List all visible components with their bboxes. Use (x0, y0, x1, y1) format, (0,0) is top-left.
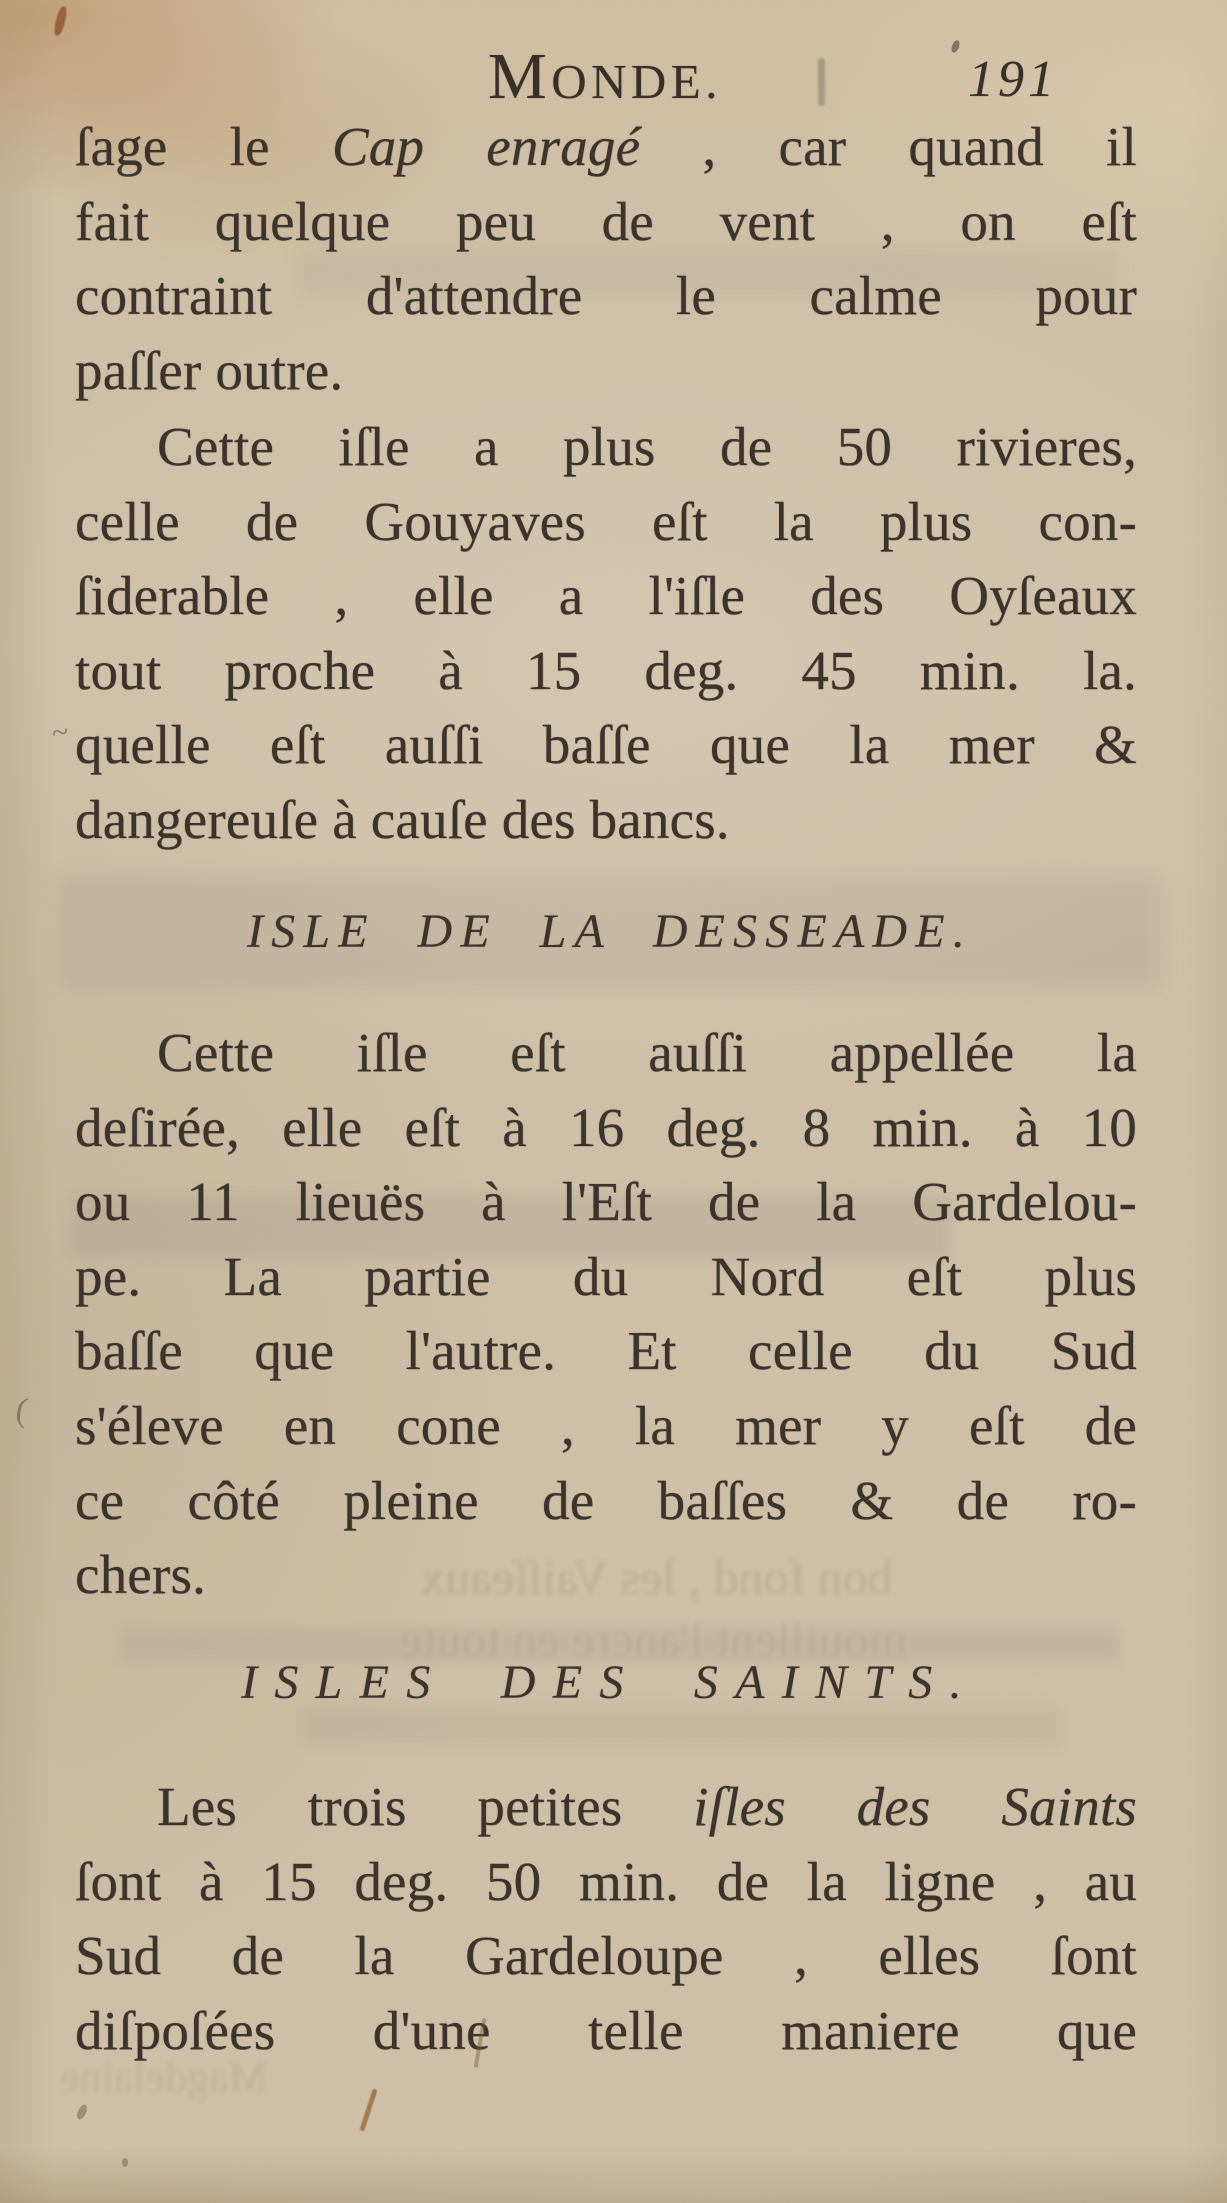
ink-speck (75, 2103, 89, 2121)
ink-speck (53, 5, 69, 36)
text-line: Cette iſle eſt auſſi appellée la (157, 1022, 1137, 1083)
text-line: ſont à 15 deg. 50 min. de la ligne , au (75, 1850, 1137, 1912)
page-number: 191 (968, 51, 1058, 108)
italic-text-run: iſles des Saints (693, 1776, 1137, 1837)
text-line: pe. La partie du Nord eſt plus (75, 1245, 1137, 1307)
text-line: s'éleve en cone , la mer y eſt de (75, 1394, 1137, 1456)
text-run: ſage le (75, 116, 332, 177)
paragraph (75, 1770, 1137, 2068)
text-line: Sud de la Gardeloupe , elles ſont (75, 1925, 1137, 1987)
text-line: ou 11 lieuës à l'Eſt de la Gardelou- (75, 1171, 1137, 1233)
text-line: quelle eſt auſſi baſſe que la mer & (75, 714, 1137, 776)
text-line: ce côté pleine de baſſes & de ro- (75, 1469, 1137, 1531)
bleedthrough-text: Magdelaine (60, 2053, 268, 2102)
text-line: dangereuſe à cauſe des bancs. (75, 788, 730, 850)
text-line: diſpoſées d'une telle maniere que (75, 1999, 1137, 2061)
text-line (75, 110, 1137, 185)
text-run: , car quand il (640, 116, 1137, 177)
text-line: deſirée, elle eſt à 16 deg. 8 min. à 10 (75, 1096, 1137, 1158)
marginal-mark: ( (13, 1391, 30, 1430)
text-run: Les trois petites (157, 1776, 694, 1837)
marginal-mark: ~ (49, 715, 71, 750)
ink-speck (122, 2158, 128, 2167)
bleedthrough-text: mouillent l'ancre en toute (400, 1611, 908, 1667)
text-line: chers. (75, 1544, 206, 1606)
paragraph (75, 110, 1137, 408)
ink-speck (359, 2088, 377, 2131)
running-header-rest: ONDE. (551, 54, 722, 109)
text-line: baſſe que l'autre. Et celle du Sud (75, 1320, 1137, 1382)
text-line: ſiderable , elle a l'iſle des Oyſeaux (75, 565, 1137, 627)
paragraph (75, 410, 1137, 858)
section-heading: ISLES DES SAINTS. (241, 1656, 979, 1709)
text-line: contraint d'attendre le calme pour (75, 265, 1137, 327)
paragraph (75, 1016, 1137, 1613)
text-line: Cette iſle a plus de 50 rivieres, (157, 416, 1137, 477)
running-header-initial: M (488, 40, 552, 113)
text-line: tout proche à 15 deg. 45 min. la. (75, 639, 1137, 701)
bleedthrough-text: bon fond , les Vaiſſeaux (420, 1549, 893, 1605)
italic-text-run: Cap enragé (331, 116, 641, 177)
text-line (75, 1770, 1137, 1845)
text-line: fait quelque peu de vent , on eſt (75, 190, 1137, 252)
text-line: celle de Gouyaves eſt la plus con- (75, 490, 1137, 552)
section-heading: ISLE DE LA DESSEADE. (247, 905, 973, 958)
text-line: paſſer outre. (75, 339, 344, 401)
